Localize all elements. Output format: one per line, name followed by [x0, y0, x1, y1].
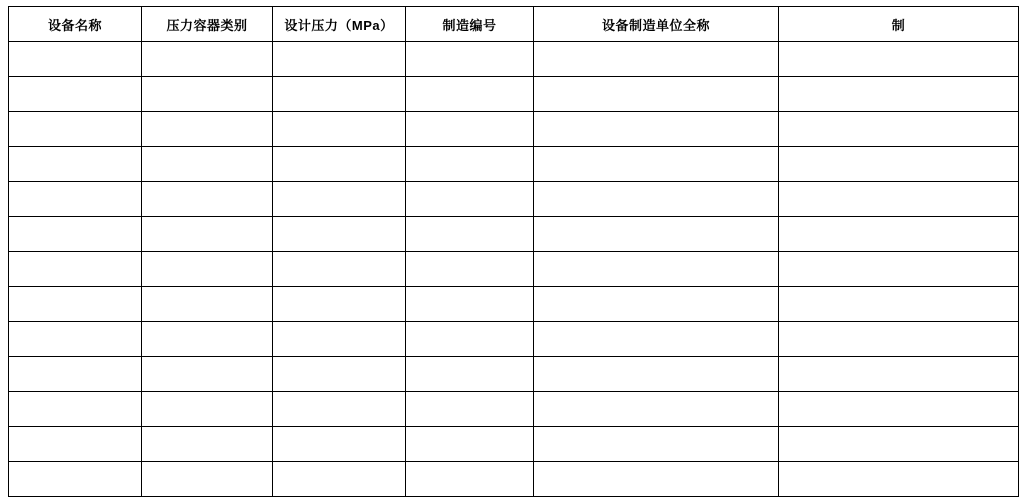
cell-manufacture-extra[interactable]	[779, 182, 1019, 217]
cell-manufacture-extra[interactable]	[779, 322, 1019, 357]
cell-vessel-category[interactable]	[142, 147, 273, 182]
cell-design-pressure[interactable]	[273, 427, 406, 462]
column-header-manufacture-extra: 制	[779, 7, 1019, 42]
cell-manufacture-number[interactable]	[406, 357, 534, 392]
table-row	[9, 182, 1019, 217]
cell-manufacture-extra[interactable]	[779, 287, 1019, 322]
column-header-manufacturer-full-name: 设备制造单位全称	[534, 7, 779, 42]
cell-manufacture-number[interactable]	[406, 427, 534, 462]
cell-vessel-category[interactable]	[142, 217, 273, 252]
cell-equipment-name[interactable]	[9, 287, 142, 322]
column-header-design-pressure: 设计压力（MPa）	[273, 7, 406, 42]
cell-equipment-name[interactable]	[9, 252, 142, 287]
cell-design-pressure[interactable]	[273, 77, 406, 112]
table-body	[9, 42, 1019, 497]
cell-manufacture-extra[interactable]	[779, 112, 1019, 147]
cell-manufacturer-full-name[interactable]	[534, 287, 779, 322]
table-row	[9, 42, 1019, 77]
table-row	[9, 427, 1019, 462]
column-header-vessel-category: 压力容器类别	[142, 7, 273, 42]
cell-manufacture-number[interactable]	[406, 182, 534, 217]
cell-equipment-name[interactable]	[9, 182, 142, 217]
cell-design-pressure[interactable]	[273, 392, 406, 427]
cell-manufacture-extra[interactable]	[779, 462, 1019, 497]
cell-manufacture-number[interactable]	[406, 147, 534, 182]
cell-design-pressure[interactable]	[273, 112, 406, 147]
cell-manufacture-number[interactable]	[406, 392, 534, 427]
cell-design-pressure[interactable]	[273, 147, 406, 182]
table-row	[9, 147, 1019, 182]
cell-design-pressure[interactable]	[273, 42, 406, 77]
cell-manufacturer-full-name[interactable]	[534, 112, 779, 147]
cell-manufacture-number[interactable]	[406, 42, 534, 77]
cell-equipment-name[interactable]	[9, 322, 142, 357]
cell-manufacture-number[interactable]	[406, 252, 534, 287]
table-row	[9, 252, 1019, 287]
cell-design-pressure[interactable]	[273, 462, 406, 497]
cell-equipment-name[interactable]	[9, 112, 142, 147]
cell-manufacture-extra[interactable]	[779, 217, 1019, 252]
cell-equipment-name[interactable]	[9, 77, 142, 112]
table-row	[9, 77, 1019, 112]
cell-manufacture-number[interactable]	[406, 112, 534, 147]
cell-manufacturer-full-name[interactable]	[534, 147, 779, 182]
cell-equipment-name[interactable]	[9, 147, 142, 182]
cell-manufacturer-full-name[interactable]	[534, 357, 779, 392]
cell-equipment-name[interactable]	[9, 42, 142, 77]
table-row	[9, 112, 1019, 147]
equipment-form-table	[8, 6, 1019, 497]
cell-manufacture-number[interactable]	[406, 77, 534, 112]
table-row	[9, 357, 1019, 392]
cell-manufacturer-full-name[interactable]	[534, 252, 779, 287]
table-row	[9, 322, 1019, 357]
cell-equipment-name[interactable]	[9, 357, 142, 392]
cell-manufacturer-full-name[interactable]	[534, 427, 779, 462]
cell-vessel-category[interactable]	[142, 427, 273, 462]
cell-manufacturer-full-name[interactable]	[534, 322, 779, 357]
cell-manufacture-extra[interactable]	[779, 357, 1019, 392]
cell-manufacture-extra[interactable]	[779, 42, 1019, 77]
column-header-manufacture-number: 制造编号	[406, 7, 534, 42]
cell-manufacture-extra[interactable]	[779, 147, 1019, 182]
cell-vessel-category[interactable]	[142, 77, 273, 112]
cell-design-pressure[interactable]	[273, 217, 406, 252]
cell-manufacture-number[interactable]	[406, 287, 534, 322]
cell-design-pressure[interactable]	[273, 182, 406, 217]
cell-manufacture-extra[interactable]	[779, 392, 1019, 427]
cell-manufacturer-full-name[interactable]	[534, 217, 779, 252]
cell-vessel-category[interactable]	[142, 182, 273, 217]
cell-design-pressure[interactable]	[273, 252, 406, 287]
cell-manufacture-extra[interactable]	[779, 77, 1019, 112]
cell-vessel-category[interactable]	[142, 462, 273, 497]
cell-manufacturer-full-name[interactable]	[534, 77, 779, 112]
cell-design-pressure[interactable]	[273, 357, 406, 392]
table-row	[9, 392, 1019, 427]
cell-manufacture-extra[interactable]	[779, 252, 1019, 287]
cell-manufacturer-full-name[interactable]	[534, 462, 779, 497]
cell-manufacture-number[interactable]	[406, 462, 534, 497]
table-row	[9, 217, 1019, 252]
column-header-equipment-name: 设备名称	[9, 7, 142, 42]
cell-vessel-category[interactable]	[142, 42, 273, 77]
cell-manufacturer-full-name[interactable]	[534, 42, 779, 77]
cell-vessel-category[interactable]	[142, 322, 273, 357]
cell-equipment-name[interactable]	[9, 427, 142, 462]
cell-manufacture-extra[interactable]	[779, 427, 1019, 462]
cell-manufacture-number[interactable]	[406, 322, 534, 357]
cell-equipment-name[interactable]	[9, 392, 142, 427]
table-row	[9, 287, 1019, 322]
cell-vessel-category[interactable]	[142, 357, 273, 392]
cell-vessel-category[interactable]	[142, 287, 273, 322]
cell-equipment-name[interactable]	[9, 462, 142, 497]
cell-design-pressure[interactable]	[273, 322, 406, 357]
table-row	[9, 462, 1019, 497]
cell-vessel-category[interactable]	[142, 252, 273, 287]
cell-manufacture-number[interactable]	[406, 217, 534, 252]
cell-manufacturer-full-name[interactable]	[534, 392, 779, 427]
cell-design-pressure[interactable]	[273, 287, 406, 322]
cell-manufacturer-full-name[interactable]	[534, 182, 779, 217]
table-header-row	[9, 7, 1019, 42]
cell-vessel-category[interactable]	[142, 392, 273, 427]
cell-vessel-category[interactable]	[142, 112, 273, 147]
cell-equipment-name[interactable]	[9, 217, 142, 252]
table-header	[9, 7, 1019, 42]
